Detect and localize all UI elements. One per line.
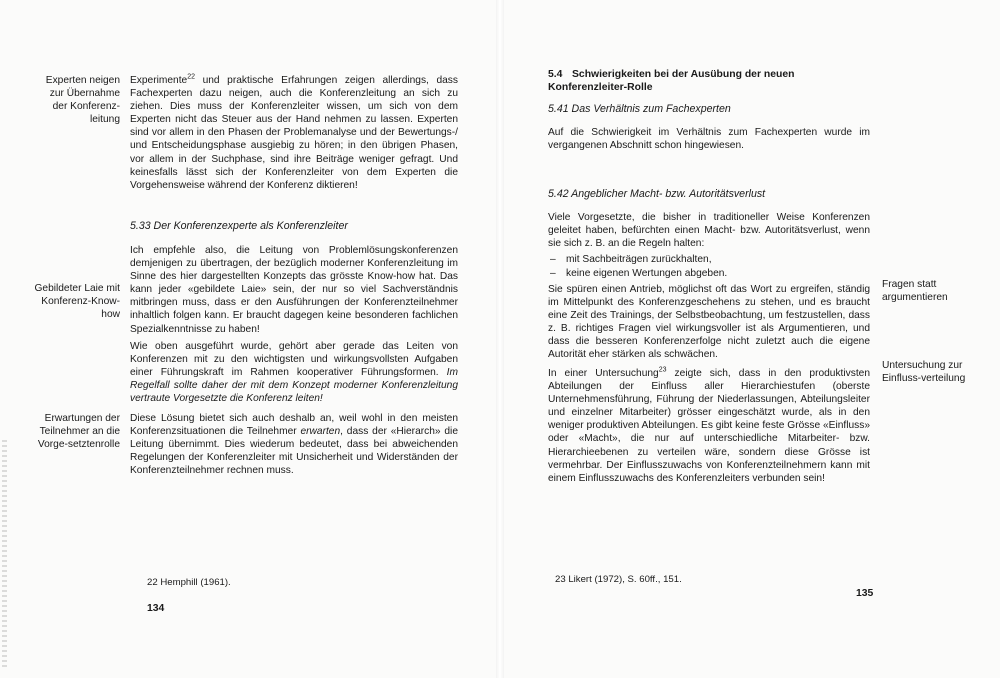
paragraph-text: Diese Lösung bietet sich auch deshalb an, weil wohl in den meisten Konferenzsituationen die Teilnehmer (130, 413, 458, 438)
margin-note-fragen: Fragen statt argumentieren (882, 279, 948, 304)
right-page (500, 0, 1000, 678)
footnote-ref-22: 22 (187, 73, 195, 81)
section-heading-5-33: 5.33 Der Konferenzexperte als Konferenzleiter (130, 220, 348, 232)
paragraph-text: zeigte sich, dass in den produktivsten Abteilungen der Einfluss aller Hierarchiestufen (oberste Unternehmensführung, Führung der Niederlassungen, Abteilungsleiter und einzelner Mitarbeiter) grösser eingeschätzt wurde, als in den weniger produktiven Abteilungen. Es gibt keine feste Grösse «Einfluss» oder «Macht», die nur auf unterschiedliche Mitarbeiter- bzw. Hierarchieebenen zu verteilen wäre, sondern diese Grösse ist vermehrbar. Der Einflusszuwachs von Konferenzteilnehmern kann mit einem Einflusszuwachs des Konferenzleiters verbunden sein! (548, 368, 871, 484)
paragraph-text: und praktische Erfahrungen zeigen allerdings, dass Fachexperten dazu neigen, auch die Konferenzleitung an sich zu ziehen. Dies muss der Konferenzleiter wissen, um sich von dem Experten nicht das Steuer aus der Hand nehmen zu lassen. Experten sind vor allem in den Phasen der Problemanalyse und der Bewertungs-/ und Entscheidungsphase ausgiebig zu hören; in den übrigen Phasen, vor allem in der Suchphase, sind ihre Beiträge weniger gefragt. Und keinesfalls lässt sich der Konferenzleiter von dem Experten die Vorgehensweise während der Konferenz diktieren! (130, 75, 458, 191)
paragraph-text: , dass der «Hierarch» die Leitung übernimmt. Dies wiederum bedeutet, dass bei abweichenden Regelungen der Konferenzleiter mit Unsicherheit und Widerständen der Konferenzteilnehmer rechnen muss. (130, 426, 458, 477)
emphasis-text: Im Regelfall sollte daher der mit dem Konzept moderner Konferenzleitung vertraute Vorgesetzte die Konferenz leiten! (130, 367, 458, 405)
page-number-left: 134 (147, 603, 165, 614)
footnote-22: 22 Hemphill (1961). (147, 577, 231, 588)
section-heading-5-4 (548, 68, 848, 94)
margin-note-gebildeter-laie: Gebildeter Laie mit Konferenz-Know-how (34, 283, 120, 321)
list-item: – keine eigenen Wertungen abgeben. (550, 267, 870, 281)
paragraph-fuehrungskraft (130, 340, 458, 405)
list-item: – mit Sachbeiträgen zurückhalten, (550, 253, 870, 267)
paragraph-antrieb: Sie spüren einen Antrieb, möglichst oft das Wort zu ergreifen, ständig im Mittelpunkt des Konferenzgeschehens zu stehen, und es braucht eine Zeit des Trainings, der Selbstbeobachtung, um festzustellen, dass z. B. richtiges Fragen viel wirkungsvoller ist als Argumentieren, und dass die besseren Konferenzerfolge nicht zuletzt auch die eigene Autorität eher stärken als schwächen. (548, 284, 870, 361)
paragraph-experimente (130, 74, 458, 192)
margin-note-untersuchung: Untersuchung zur Einfluss-verteilung (882, 360, 966, 385)
paragraph-text: In einer Untersuchung (548, 368, 659, 379)
footnote-23: 23 Likert (1972), S. 60ff., 151. (555, 574, 682, 585)
rules-list (550, 253, 870, 280)
paragraph-loesung (130, 412, 458, 477)
section-number: 5.4 (548, 69, 563, 80)
paragraph-empfehlung: Ich empfehle also, die Leitung von Problemlösungskonferenzen demjenigen zu übertragen, der bezüglich moderner Konferenzleitung im Sinne des hier dargestellten Konzepts das grösste Know-how hat. Das kann jeder «gebildete Laie» sein, der nur so viel Sachverständnis mitbringen muss, dass er den Ausführungen der Konferenzteilnehmer inhaltlich folgen kann. Er braucht dagegen keine besonderen fachlichen Spezialkenntnisse zu haben! (130, 245, 458, 335)
paragraph-untersuchung (548, 367, 870, 485)
margin-note-experten: Experten neigen zur Übernahme der Konferenz-leitung (45, 75, 120, 126)
paragraph-vorgesetzte: Viele Vorgesetzte, die bisher in traditioneller Weise Konferenzen geleitet haben, befürchten einen Macht- bzw. Autoritätsverlust, wenn sie sich z. B. an die Regeln halten: (548, 212, 870, 250)
margin-note-erwartungen: Erwartungen der Teilnehmer an die Vorge-setztenrolle (37, 413, 120, 451)
section-title: Schwierigkeiten bei der Ausübung der neuen Konferenzleiter-Rolle (548, 69, 795, 93)
page-number-right: 135 (856, 588, 874, 599)
paragraph-text: Wie oben ausgeführt wurde, gehört aber gerade das Leiten von Konferenzen mit zu den wichtigsten und wirkungsvollsten Aufgaben einer Führungskraft im Rahmen kooperativer Führungsformen. (130, 341, 458, 379)
section-heading-5-42: 5.42 Angeblicher Macht- bzw. Autoritätsverlust (548, 188, 766, 200)
section-heading-5-41: 5.41 Das Verhältnis zum Fachexperten (548, 103, 731, 115)
emphasis-text: erwarten (300, 426, 341, 438)
footnote-ref-23: 23 (658, 366, 667, 374)
paragraph-text: Experimente (130, 75, 188, 86)
paragraph-fachexperten: Auf die Schwierigkeit im Verhältnis zum Fachexperten wurde im vergangenen Abschnitt schon hingewiesen. (548, 127, 870, 152)
